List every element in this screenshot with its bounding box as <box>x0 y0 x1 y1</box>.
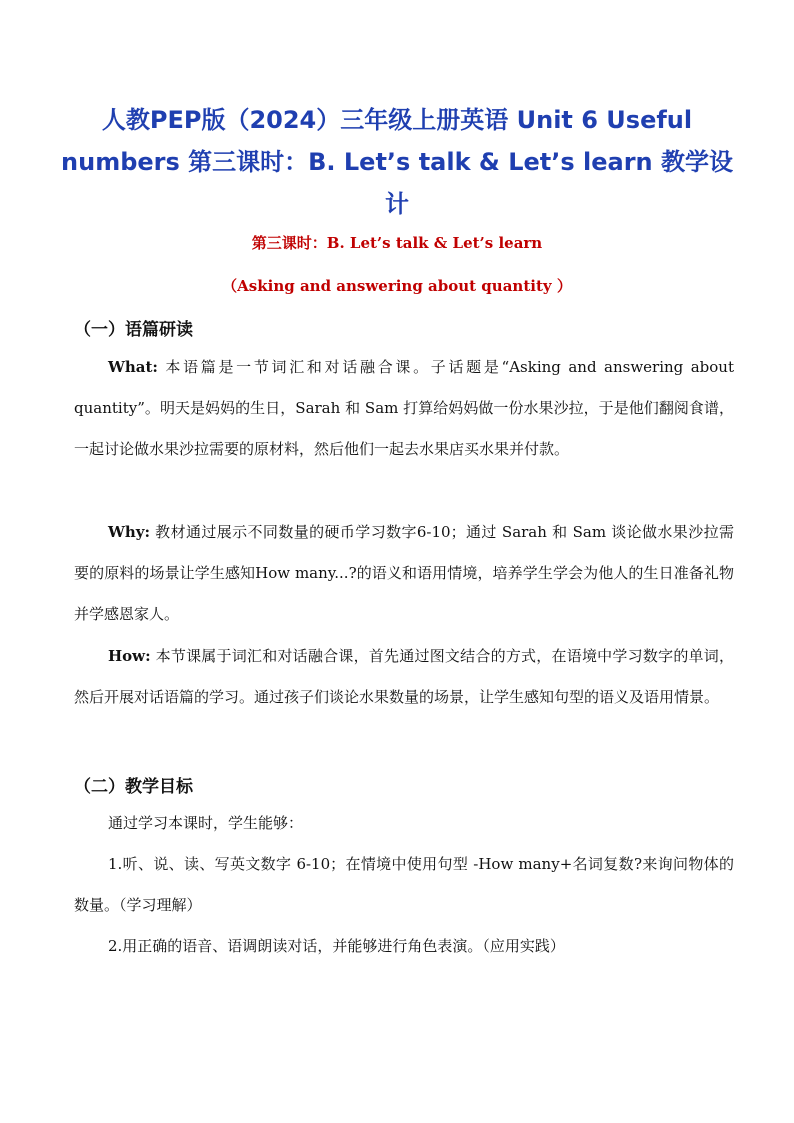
lesson-topic: （Asking and answering about quantity ） <box>222 277 572 295</box>
paragraph-what <box>74 347 734 470</box>
objective-1: 1.听、说、读、写英文数字 6-10；在情境中使用句型 -How many+名词复数?来询问物体的数量。（学习理解） <box>74 855 734 914</box>
document-title: 人教PEP版（2024）三年级上册英语 Unit 6 Useful numbers 第三课时：B. Let’s talk & Let’s learn 教学设计 <box>61 106 733 218</box>
how-text: 本节课属于词汇和对话融合课，首先通过图文结合的方式，在语境中学习数字的单词，然后开展对话语篇的学习。通过孩子们谈论水果数量的场景，让学生感知句型的语义及语用情景。 <box>74 647 734 706</box>
paragraph-why <box>74 512 734 635</box>
section-heading-teaching-objectives: （二）教学目标 <box>74 777 193 797</box>
section-heading-text-analysis: （一）语篇研读 <box>74 320 193 340</box>
lesson-subtitle: 第三课时：B. Let’s talk & Let’s learn <box>251 234 543 252</box>
objective-2: 2.用正确的语音、语调朗读对话，并能够进行角色表演。（应用实践） <box>108 937 565 955</box>
why-text: 教材通过展示不同数量的硬币学习数字6-10；通过 Sarah 和 Sam 谈论做水果沙拉需要的原料的场景让学生感知How many...?的语义和语用情境，培养学生学会为他人的生日准备礼物并学感恩家人。 <box>74 523 734 623</box>
how-label: How: <box>108 647 151 665</box>
paragraph-how <box>74 636 734 718</box>
why-label: Why: <box>108 523 151 541</box>
what-text: 本语篇是一节词汇和对话融合课。子话题是“Asking and answering about quantity”。明天是妈妈的生日，Sarah 和 Sam 打算给妈妈做一份水果沙拉，于是他们翻阅食谱，一起讨论做水果沙拉需要的原材料，然后他们一起去水果店买水果并付款。 <box>74 358 734 458</box>
objectives-intro: 通过学习本课时，学生能够： <box>108 814 304 832</box>
what-label: What: <box>108 358 158 376</box>
